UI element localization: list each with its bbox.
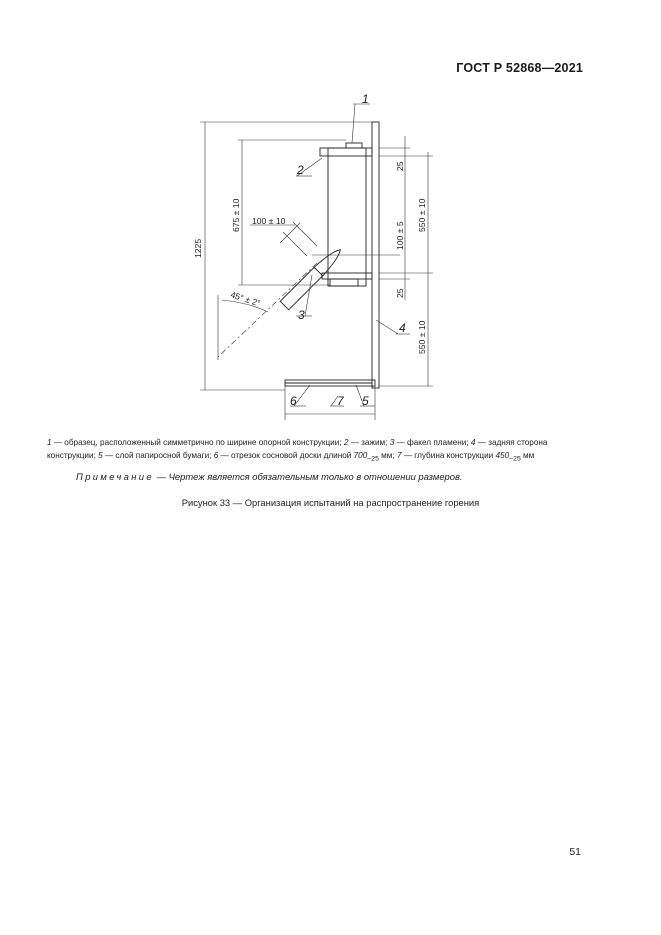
figure-legend: 1 — образец, расположенный симметрично по ширине опорной конструкции; 2 — зажим; 3 — факел пламени; 4 — задняя сторона конструкции; 5 — слой папиросной бумаги; 6 — отрезок сосновой доски длиной $700_{-25}$ мм; 7 — глубина конструкции $450_{-25}$ мм [47,438,548,463]
figure-caption: Рисунок 33 — Организация испытаний на распространение горения [181,497,480,508]
dim-clamp-top: 25 [395,161,405,171]
dim-upper-span: 550 ± 10 [417,198,427,232]
callout-1: 1 [362,92,369,106]
dim-clamp-bottom: 25 [395,288,405,298]
callout-4: 4 [399,321,406,335]
dim-flame-gap: 100 ± 5 [395,221,405,250]
standard-header: ГОСТ Р 52868—2021 [456,61,583,75]
note-label: Примечание [76,471,154,482]
bottom-clamp [322,273,372,279]
top-clamp-tab [346,143,362,148]
bottom-clamp-tab [330,279,358,286]
callout-3: 3 [298,308,305,322]
note-text: — Чертеж является обязательным только в отношении размеров. [154,471,463,482]
callout-6: 6 [290,394,297,408]
sample [328,148,366,286]
callout-7: 7 [337,394,344,408]
dim-total-height: 1225 [193,238,203,258]
drawing-note [76,471,462,482]
page-number: 51 [569,846,581,858]
callout-5: 5 [362,394,369,408]
dim-sample-length: 675 ± 10 [231,198,241,232]
callout-2: 2 [297,163,304,177]
dim-lower-span: 550 ± 10 [417,320,427,354]
dim-angle: 45° ± 2° [229,289,262,309]
dim-burner-offset: 100 ± 10 [252,216,286,226]
